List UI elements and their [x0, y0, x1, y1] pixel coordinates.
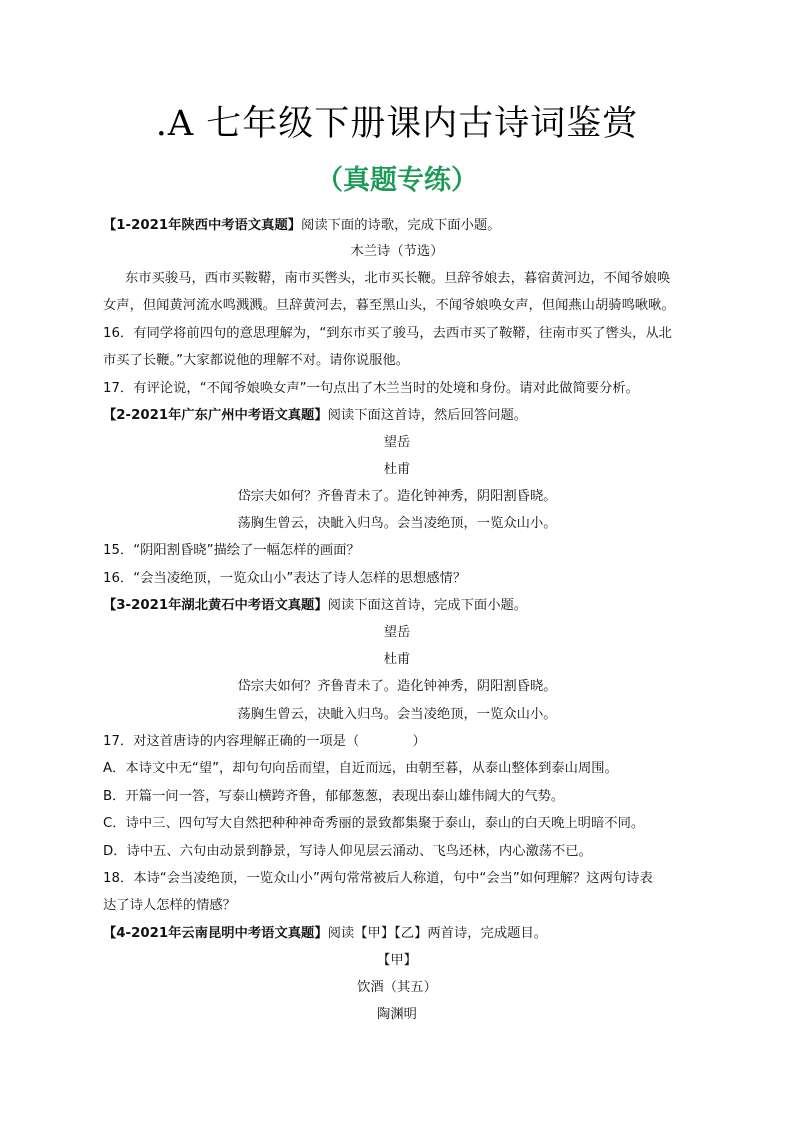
section-4-heading — [103, 925, 547, 943]
page-title: .A 七年级下册课内古诗词鉴赏 — [155, 104, 639, 144]
poem-line: 岱宗夫如何？齐鲁青未了。造化钟神秀，阴阳割昏晓。 — [237, 489, 557, 504]
poem-author: 陶渊明 — [377, 1007, 417, 1022]
question-16: 16．有同学将前四句的意思理解为，“到东市买了骏马，去西市买了鞍鞯，往南市买了辔头，从北 — [103, 326, 672, 341]
option-c: C．诗中三、四句写大自然把种种神奇秀丽的景致都集聚于泰山，泰山的白天晚上明暗不同。 — [103, 816, 645, 831]
poem-title: 望岳 — [383, 435, 411, 450]
option-d: D．诗中五、六句由动景到静景，写诗人仰见层云涌动、飞鸟还林，内心激荡不已。 — [103, 844, 592, 859]
question-18-cont: 达了诗人怎样的情感？ — [103, 898, 236, 913]
poem-author: 杜甫 — [383, 462, 411, 477]
poem-line: 荡胸生曾云，决眦入归鸟。会当凌绝顶，一览众山小。 — [237, 707, 557, 722]
section-source: 【1-2021年陕西中考语文真题】 — [103, 218, 302, 233]
question-16-cont: 市买了长鞭。”大家都说他的理解不对。请你说服他。 — [103, 353, 410, 368]
question-18: 18．本诗“会当凌绝顶，一览众山小”两句常常被后人称道，句中“会当”如何理解？这两句诗表 — [103, 871, 653, 886]
section-instruction: 阅读【甲】【乙】两首诗，完成题目。 — [327, 926, 548, 941]
section-source: 【4-2021年云南昆明中考语文真题】 — [103, 926, 328, 941]
question-16: 16．“会当凌绝顶，一览众山小”表达了诗人怎样的思想感情？ — [103, 571, 467, 586]
poem-author: 杜甫 — [383, 652, 411, 667]
poem-label-jia: 【甲】 — [377, 953, 417, 968]
section-instruction: 阅读下面的诗歌，完成下面小题。 — [301, 218, 501, 233]
poem-title: 木兰诗（节选） — [350, 244, 444, 259]
question-15: 15．“阴阳割昏晓”描绘了一幅怎样的画面？ — [103, 543, 360, 558]
question-17: 17．对这首唐诗的内容理解正确的一项是（ ） — [103, 734, 426, 749]
poem-text-line: 东市买骏马，西市买鞍鞯，南市买辔头，北市买长鞭。旦辞爷娘去，暮宿黄河边，不闻爷娘唤 — [125, 271, 671, 286]
section-source: 【2-2021年广东广州中考语文真题】 — [103, 408, 328, 423]
section-3-heading — [103, 597, 527, 615]
section-1-heading — [103, 217, 501, 235]
page-subtitle: （真题专练） — [316, 165, 478, 196]
poem-title: 望岳 — [383, 625, 411, 640]
question-17: 17．有评论说，“不闻爷娘唤女声”一句点出了木兰当时的处境和身份。请对此做简要分析。 — [103, 381, 639, 396]
option-a: A．本诗文中无“望”，却句句向岳而望，自近而远，由朝至暮，从泰山整体到泰山周围。 — [103, 761, 618, 776]
poem-line: 荡胸生曾云，决眦入归鸟。会当凌绝顶，一览众山小。 — [237, 516, 557, 531]
poem-text-line: 女声，但闻黄河流水鸣溅溅。旦辞黄河去，暮至黑山头，不闻爷娘唤女声，但闻燕山胡骑鸣啾啾。 — [103, 298, 675, 313]
poem-title: 饮酒（其五） — [357, 980, 437, 995]
section-instruction: 阅读下面这首诗，完成下面小题。 — [327, 598, 528, 613]
section-instruction: 阅读下面这首诗，然后回答问题。 — [327, 408, 528, 423]
poem-line: 岱宗夫如何？齐鲁青未了。造化钟神秀，阴阳割昏晓。 — [237, 679, 557, 694]
option-b: B．开篇一问一答，写泰山横跨齐鲁，郁郁葱葱，表现出泰山雄伟阔大的气势。 — [103, 789, 565, 804]
section-source: 【3-2021年湖北黄石中考语文真题】 — [103, 598, 328, 613]
section-2-heading — [103, 407, 527, 425]
